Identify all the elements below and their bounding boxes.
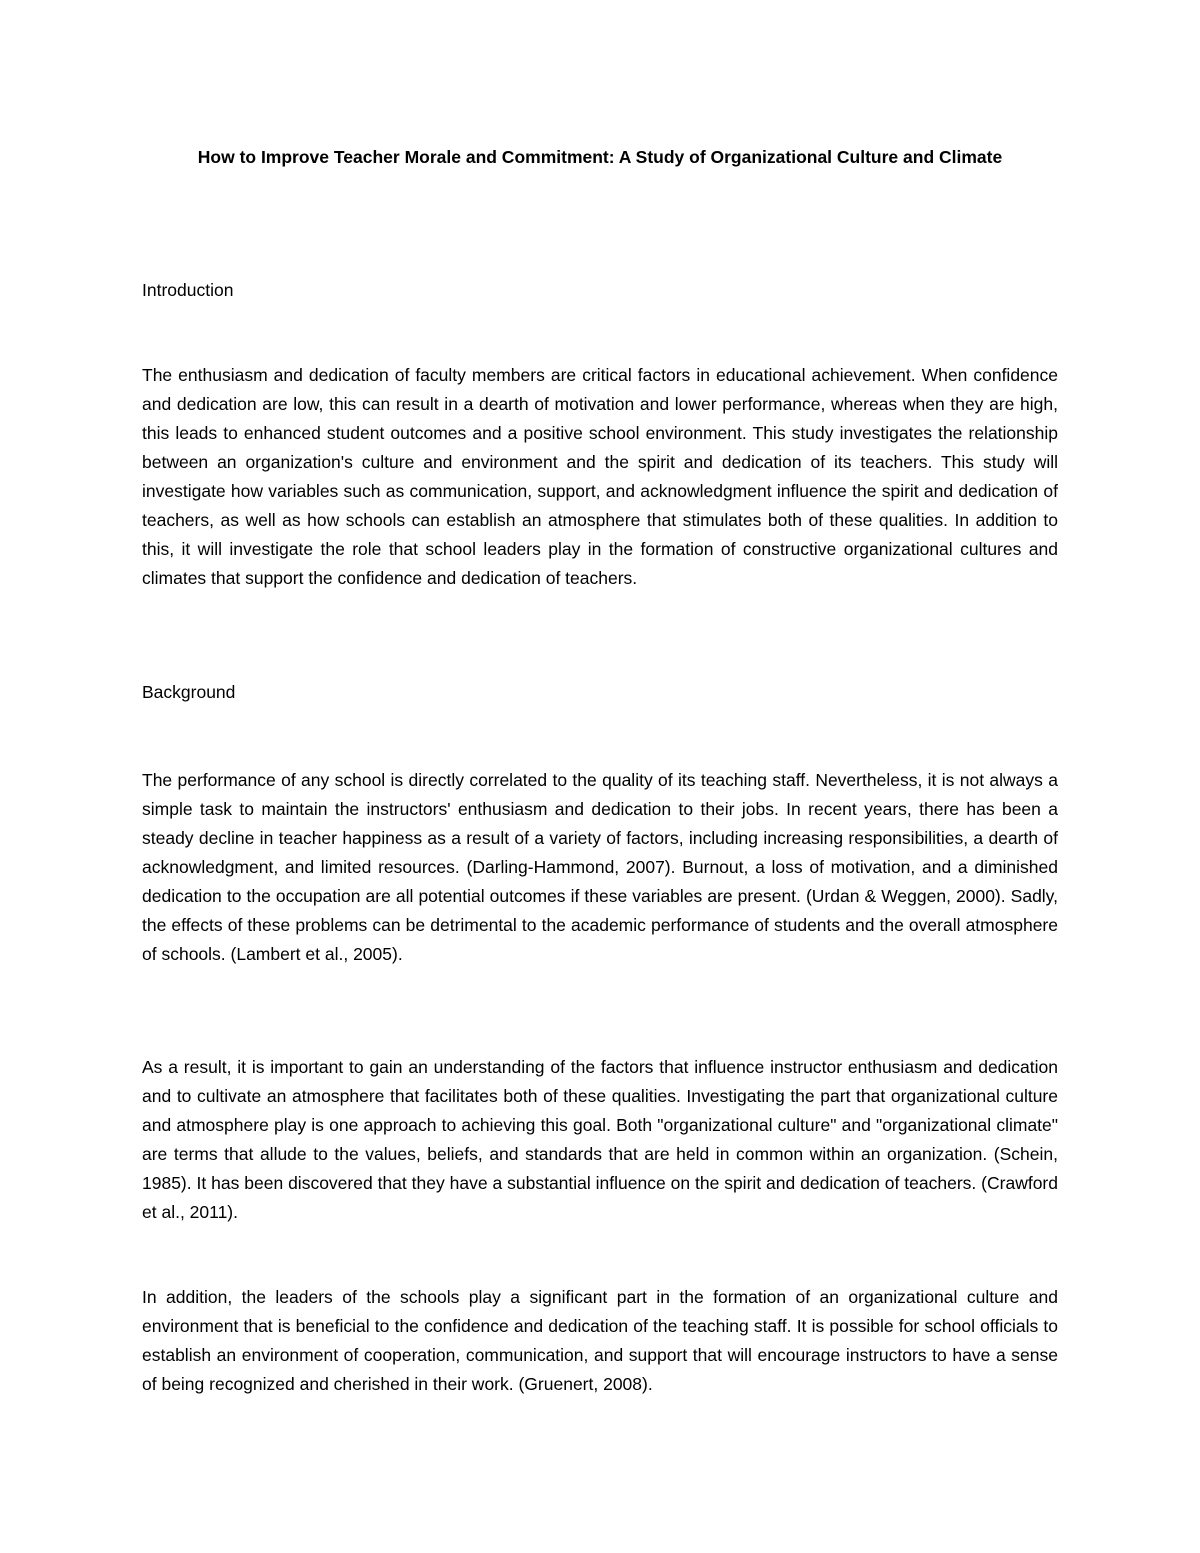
paragraph-background-3: In addition, the leaders of the schools play a significant part in the formation of an organizational culture and environment that is beneficial to the confidence and dedication of the teaching staff. It is possible for school officials to establish an environment of cooperation, communication, and support that will encourage instructors to have a sense of being recognized and cherished in their work. (Gruenert, 2008). bbox=[142, 1287, 1058, 1394]
paragraph-background-1: The performance of any school is directly correlated to the quality of its teaching staff. Nevertheless, it is not always a simple task to maintain the instructors' enthusiasm and dedication to their jobs. In recent years, there has been a steady decline in teacher happiness as a result of a variety of factors, including increasing responsibilities, a dearth of acknowledgment, and limited resources. (Darling-Hammond, 2007). Burnout, a loss of motivation, and a diminished dedication to the occupation are all potential outcomes if these variables are present. (Urdan & Weggen, 2000). Sadly, the effects of these problems can be detrimental to the academic performance of students and the overall atmosphere of schools. (Lambert et al., 2005). bbox=[142, 770, 1058, 964]
page-title: How to Improve Teacher Morale and Commitment: A Study of Organizational Culture and Climate bbox=[197, 147, 1003, 167]
paragraph-introduction: The enthusiasm and dedication of faculty members are critical factors in educational achievement. When confidence and dedication are low, this can result in a dearth of motivation and lower performance, whereas when they are high, this leads to enhanced student outcomes and a positive school environment. This study investigates the relationship between an organization's culture and environment and the spirit and dedication of its teachers. This study will investigate how variables such as communication, support, and acknowledgment influence the spirit and dedication of teachers, as well as how schools can establish an atmosphere that stimulates both of these qualities. In addition to this, it will investigate the role that school leaders play in the formation of constructive organizational cultures and climates that support the confidence and dedication of teachers. bbox=[142, 365, 1058, 588]
section-heading-background: Background bbox=[142, 682, 236, 702]
section-heading-introduction: Introduction bbox=[142, 280, 234, 300]
paragraph-background-2: As a result, it is important to gain an understanding of the factors that influence instructor enthusiasm and dedication and to cultivate an atmosphere that facilitates both of these qualities. Investigating the part that organizational culture and atmosphere play is one approach to achieving this goal. Both "organizational culture" and "organizational climate" are terms that allude to the values, beliefs, and standards that are held in common within an organization. (Schein, 1985). It has been discovered that they have a substantial influence on the spirit and dedication of teachers. (Crawford et al., 2011). bbox=[142, 1057, 1058, 1222]
